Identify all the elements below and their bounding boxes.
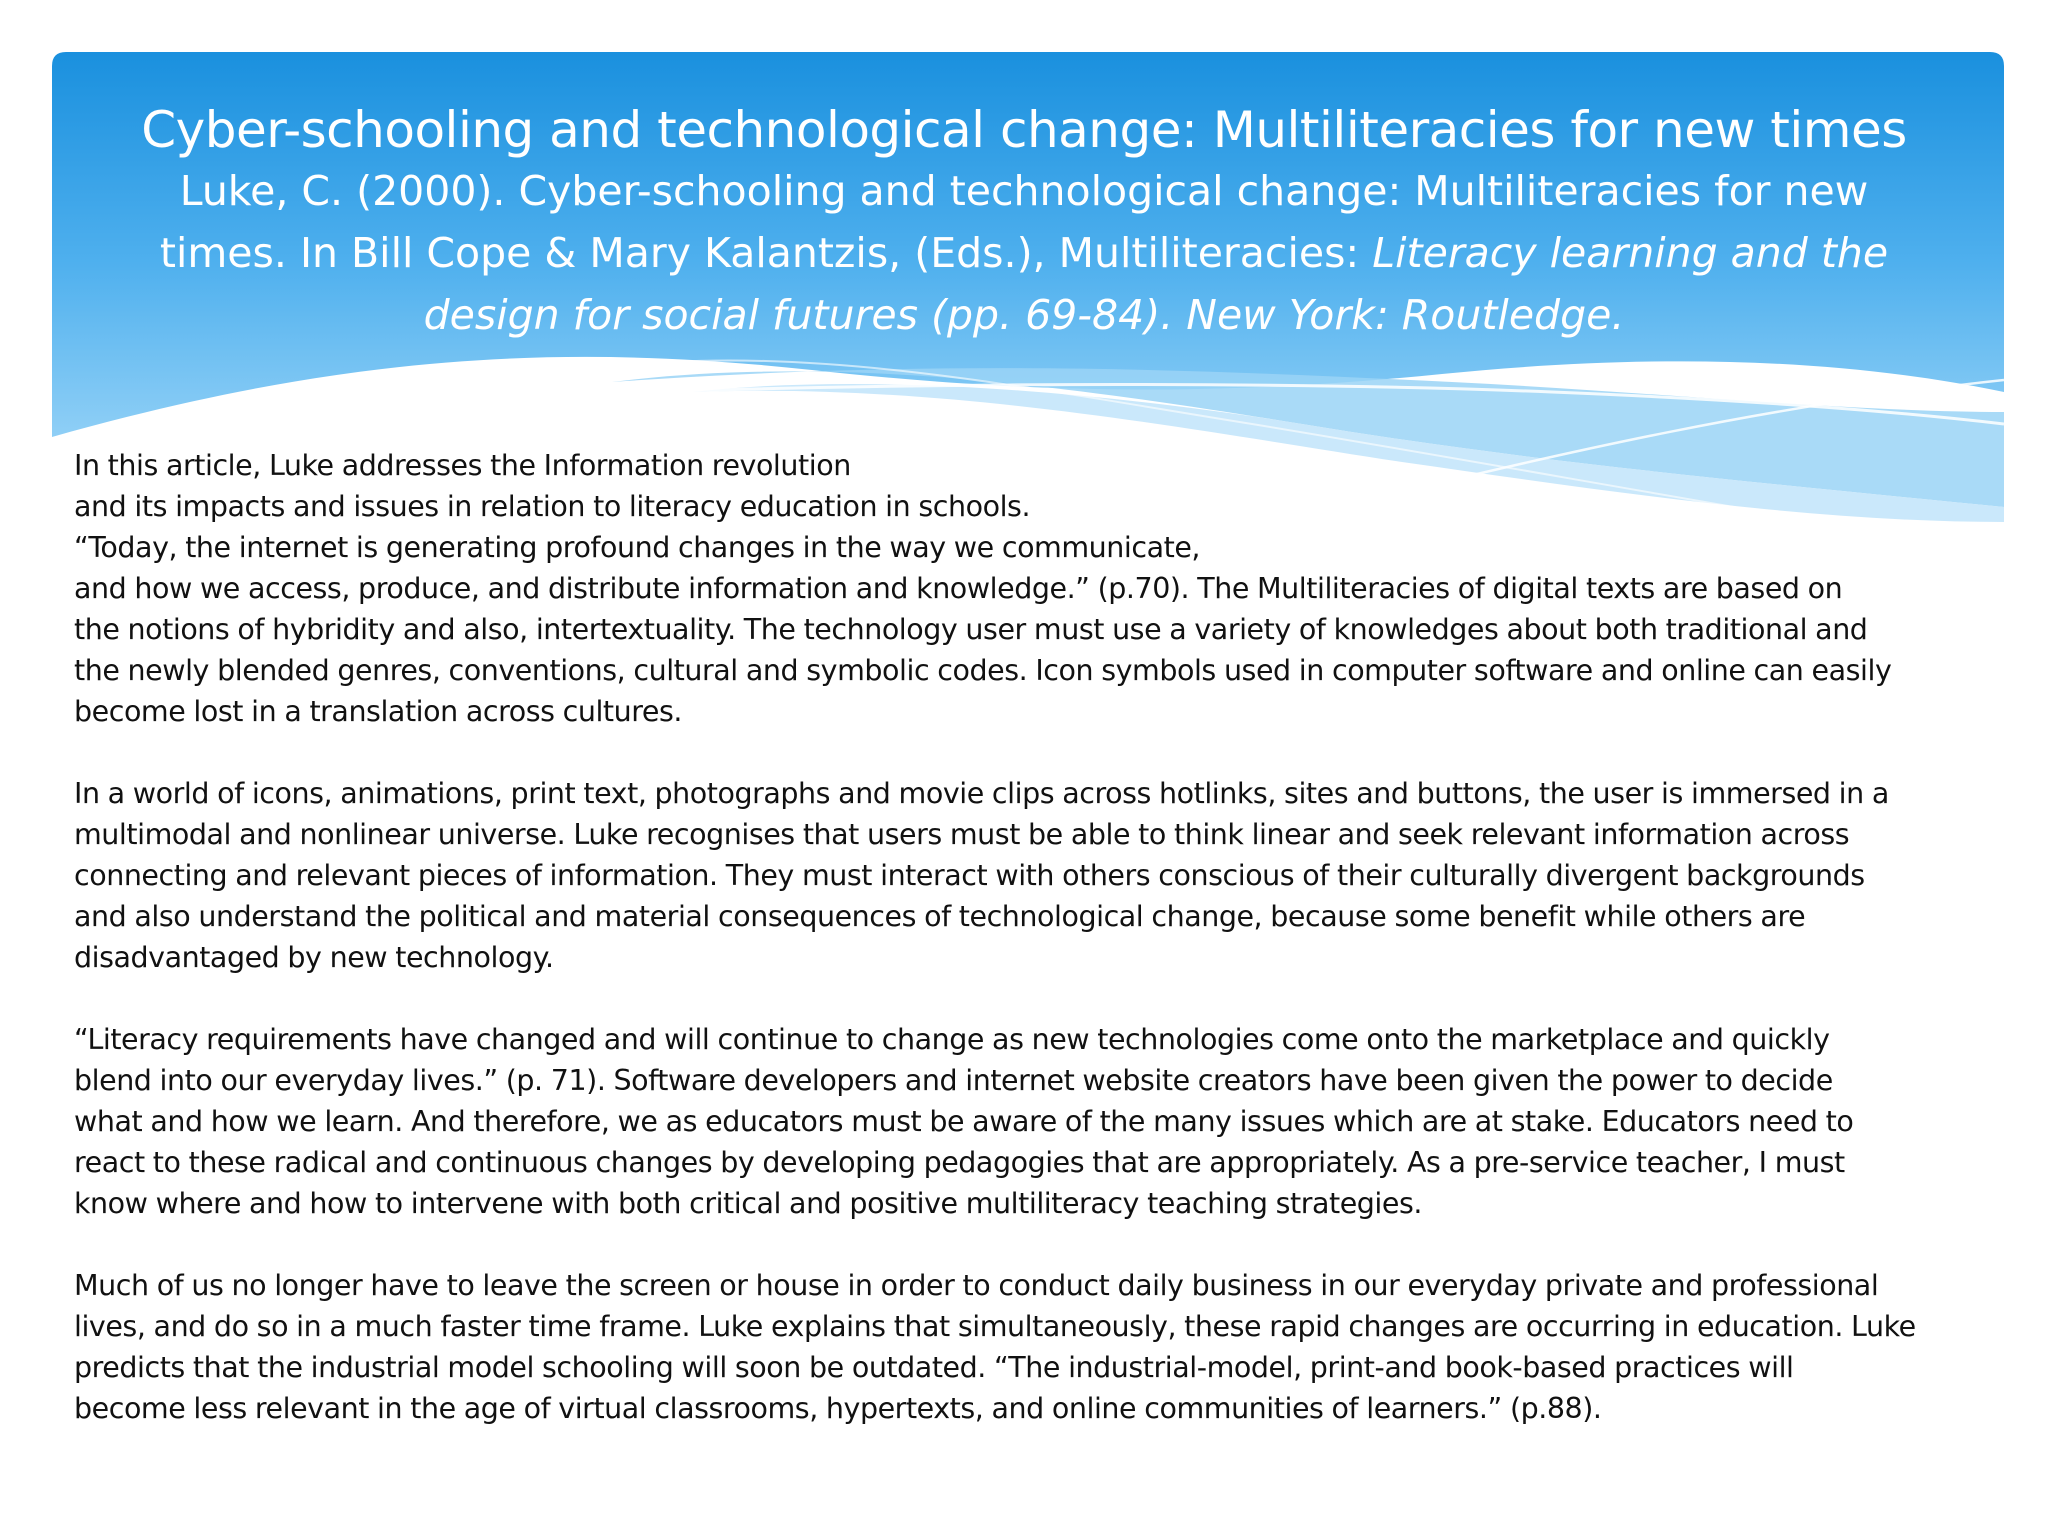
- paragraph-line: disadvantaged by new technology.: [74, 941, 554, 974]
- paragraph-4: [74, 1265, 1994, 1429]
- paragraph-line: become lost in a translation across cultures.: [74, 695, 682, 728]
- paragraph-line: and its impacts and issues in relation to literacy education in schools.: [74, 490, 1031, 523]
- paragraph-line: react to these radical and continuous changes by developing pedagogies that are appropriately. As a pre-service teacher, I must: [74, 1146, 1845, 1179]
- title-block: [60, 98, 1988, 346]
- paragraph-line: what and how we learn. And therefore, we as educators must be aware of the many issues which are at stake. Educators need to: [74, 1105, 1854, 1138]
- paragraph-line: become less relevant in the age of virtual classrooms, hypertexts, and online communities of learners.” (p.88).: [74, 1392, 1602, 1425]
- citation-line-2: [60, 222, 1988, 284]
- citation-line-1: Luke, C. (2000). Cyber-schooling and technological change: Multiliteracies for new: [179, 167, 1869, 215]
- paragraph-line: connecting and relevant pieces of information. They must interact with others conscious of their culturally divergent backgrounds: [74, 859, 1865, 892]
- paragraph-line: lives, and do so in a much faster time frame. Luke explains that simultaneously, these rapid changes are occurring in education. Luke: [74, 1310, 1916, 1343]
- paragraph-line: “Literacy requirements have changed and will continue to change as new technologies come onto the marketplace and quickly: [74, 1023, 1830, 1056]
- paragraph-line: Much of us no longer have to leave the screen or house in order to conduct daily business in our everyday private and professional: [74, 1269, 1879, 1302]
- paragraph-line: the notions of hybridity and also, intertextuality. The technology user must use a variety of knowledges about both traditional and: [74, 613, 1868, 646]
- citation-line-3: design for social futures (pp. 69-84). New York: Routledge.: [423, 291, 1625, 339]
- paragraph-2: [74, 773, 1994, 978]
- paragraph-line: In a world of icons, animations, print text, photographs and movie clips across hotlinks, sites and buttons, the user is immersed in a: [74, 777, 1889, 810]
- paragraph-3: [74, 1019, 1994, 1224]
- slide-title: Cyber-schooling and technological change: Multiliteracies for new times: [141, 101, 1907, 159]
- paragraph-line: In this article, Luke addresses the Information revolution: [74, 449, 851, 482]
- paragraph-line: the newly blended genres, conventions, cultural and symbolic codes. Icon symbols used in computer software and online can easily: [74, 654, 1892, 687]
- paragraph-line: predicts that the industrial model schooling will soon be outdated. “The industrial-model, print-and book-based practices will: [74, 1351, 1794, 1384]
- paragraph-line: multimodal and nonlinear universe. Luke recognises that users must be able to think linear and seek relevant information across: [74, 818, 1850, 851]
- citation-line-2-italic: Literacy learning and the: [1372, 229, 1889, 277]
- paragraph-line: “Today, the internet is generating profound changes in the way we communicate,: [74, 531, 1201, 564]
- body-text: [74, 445, 1994, 1470]
- paragraph-line: and how we access, produce, and distribute information and knowledge.” (p.70). The Multiliteracies of digital texts are based on: [74, 572, 1843, 605]
- paragraph-1: [74, 445, 1994, 732]
- paragraph-line: and also understand the political and material consequences of technological change, because some benefit while others are: [74, 900, 1806, 933]
- paragraph-line: know where and how to intervene with both critical and positive multiliteracy teaching strategies.: [74, 1187, 1422, 1220]
- citation-line-2-plain: times. In Bill Cope & Mary Kalantzis, (Eds.), Multiliteracies:: [159, 229, 1373, 277]
- paragraph-line: blend into our everyday lives.” (p. 71). Software developers and internet website creators have been given the power to decide: [74, 1064, 1833, 1097]
- citation: [60, 160, 1988, 346]
